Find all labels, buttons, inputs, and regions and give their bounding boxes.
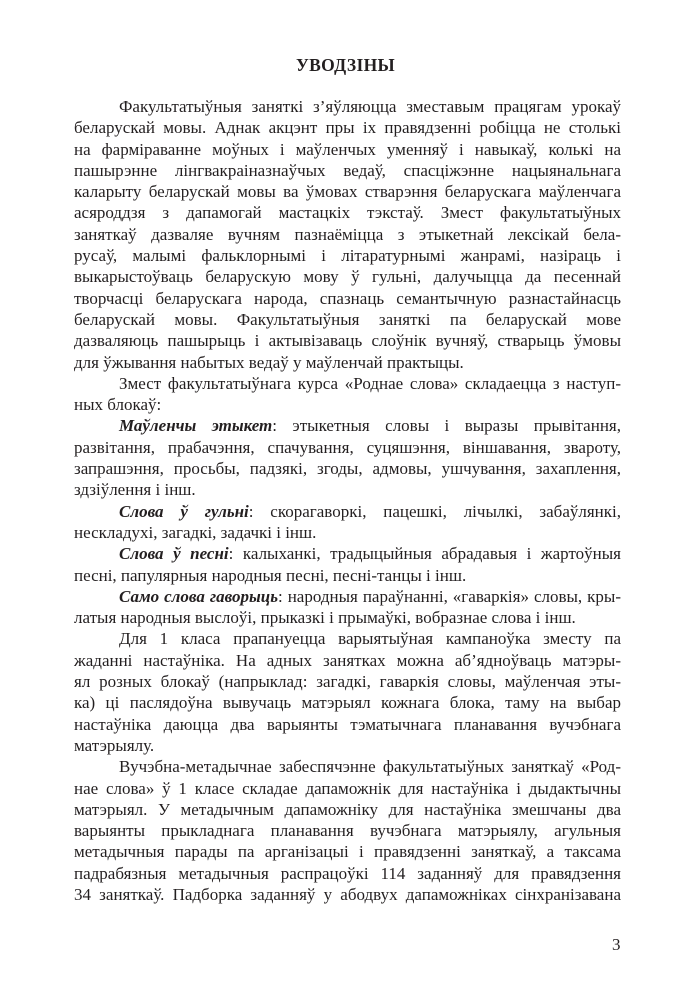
text-line (74, 628, 621, 649)
section-lead: Слова ў песні (119, 544, 229, 564)
line-text: заняткаў дазваляе вучням пазнаёміцца з этыкетнай лексікай белa- (74, 224, 621, 244)
paragraph (74, 543, 621, 586)
line-text: нескладухі, загадкі, задачкі і інш. (74, 522, 317, 542)
paragraph (74, 501, 621, 544)
line-text: Факультатыўныя заняткі з’яўляюцца зместавым працягам урокаў (119, 97, 621, 116)
text-line (74, 437, 621, 458)
line-text: ных блокаў: (74, 395, 162, 415)
text-line (74, 309, 621, 330)
line-text: варыянты прыкладнага планавання вучэбнага матэрыялу, агульныя (74, 821, 621, 841)
line-text: песні, папулярныя народныя песні, песні-танцы і інш. (74, 565, 467, 585)
text-line (74, 224, 621, 245)
line-text: нае слова» ў 1 класе складае дапаможнік для настаўніка і дыдактычны (74, 778, 621, 798)
text-line (74, 522, 621, 543)
text-line (74, 799, 621, 820)
line-text: : народныя параўнанні, «гаваркія» словы, кры- (277, 586, 621, 606)
text-line (74, 394, 621, 415)
text-line (74, 373, 621, 394)
paragraph (74, 415, 621, 500)
line-text: творчасці беларускага народа, спазнаць семантычную разнастайнасць (74, 288, 621, 308)
line-text: Змест факультатыўнага курса «Роднае слова» складаецца з наступ- (119, 373, 621, 393)
document-body (74, 96, 621, 905)
text-line (74, 692, 621, 713)
text-line (74, 820, 621, 841)
text-line (74, 735, 621, 756)
text-line (74, 756, 621, 777)
section-lead: Слова ў гульні (119, 501, 249, 521)
line-text: беларускай мовы. Факультатыўныя заняткі па беларускай мове (74, 309, 621, 329)
line-text: жаданні настаўніка. На адных занятках можна аб’ядноўваць матэры- (74, 650, 621, 670)
line-text: на фарміраванне моўных і маўленчых уменняў і навыкаў, колькі на (74, 139, 621, 159)
line-text: : калыханкі, традыцыйныя абрадавыя і жартоўныя (228, 544, 621, 564)
line-text: падрабязныя метадычныя распрацоўкі 114 заданняў для правядзення (74, 863, 621, 883)
text-line (74, 458, 621, 479)
line-text: запрашэння, просьбы, падзякі, згоды, адмовы, ушчування, захаплення, (74, 459, 621, 479)
text-line (74, 202, 621, 223)
line-text: латыя народныя выслоўі, прыказкі і прымаўкі, вобразнае слова і інш. (74, 608, 576, 628)
line-text: : скорагаворкі, пацешкі, лічылкі, забаўлянкі, (248, 501, 621, 521)
paragraph (74, 373, 621, 416)
line-text: 34 заняткаў. Падборка заданняў у абодвух дапаможніках сінхранізавана (74, 884, 621, 904)
text-line (74, 479, 621, 500)
text-line (74, 415, 621, 436)
text-line (74, 778, 621, 799)
text-line (74, 841, 621, 862)
line-text: пашырэнне лінгвакраіназнаўчых ведаў, спасціжэнне нацыянальнага (74, 160, 621, 180)
text-line (74, 330, 621, 351)
text-line (74, 714, 621, 735)
line-text: : этыкетныя словы і выразы прывітання, (272, 416, 621, 436)
text-line (74, 160, 621, 181)
line-text: дазваляюць пашырыць і актывізаваць слоўнік вучняў, стварыць ўмовы (74, 331, 621, 351)
line-text: развітання, прабачэння, спачування, суцяшэння, віншавання, звароту, (74, 437, 621, 457)
paragraph (74, 628, 621, 756)
line-text: выкарыстоўваць беларускую мову ў гульні, далучыцца да песеннай (74, 267, 621, 287)
text-line (74, 352, 621, 373)
paragraph (74, 756, 621, 905)
line-text: матэрыял. У метадычным дапаможніку для настаўніка змешчаны два (74, 799, 621, 819)
text-line (74, 117, 621, 138)
line-text: русаў, малымі фальклорнымі і літаратурнымі жанрамі, назіраць і (74, 246, 621, 266)
text-line (74, 543, 621, 564)
text-line (74, 863, 621, 884)
paragraph (74, 96, 621, 373)
line-text: Для 1 класа прапануецца варыятыўная кампаноўка зместу па (119, 629, 621, 649)
line-text: метадычныя парады па арганізацыі і правядзенні заняткаў, а таксама (74, 842, 621, 862)
page-title: УВОДЗІНЫ (296, 55, 395, 75)
section-lead: Само слова гаворыць (119, 586, 278, 606)
text-line (74, 650, 621, 671)
paragraph (74, 586, 621, 629)
line-text: ял розных блокаў (напрыклад: загадкі, гаваркія словы, маўленчая эты- (74, 672, 621, 692)
text-line (74, 884, 621, 905)
text-line (74, 266, 621, 287)
line-text: каларыту беларускай мовы ва ўмовах стварэння беларускага маўленчага (74, 182, 621, 202)
line-text: матэрыялу. (74, 735, 155, 755)
text-line (74, 96, 621, 117)
text-line (74, 139, 621, 160)
line-text: беларускай мовы. Аднак акцэнт пры іх правядзенні робіцца не столькі (74, 118, 621, 138)
text-line (74, 181, 621, 202)
text-line (74, 245, 621, 266)
text-line (74, 288, 621, 309)
text-line (74, 671, 621, 692)
line-text: для ўжывання набытых ведаў у маўленчай практыцы. (74, 352, 464, 372)
line-text: Вучэбна-метадычнае забеспячэнне факультатыўных заняткаў «Род- (119, 757, 621, 777)
line-text: настаўніка даюцца два варыянты тэматычнага планавання вучэбнага (74, 714, 621, 734)
page-number: 3 (612, 935, 621, 954)
line-text: ка) ці паслядоўна вывучаць матэрыял кожнага блока, таму на выбар (74, 693, 621, 713)
text-line (74, 607, 621, 628)
line-text: здзіўлення і інш. (74, 480, 196, 500)
text-line (74, 586, 621, 607)
text-line (74, 565, 621, 586)
section-lead: Маўленчы этыкет (119, 416, 273, 436)
text-line (74, 501, 621, 522)
line-text: асяроддзя з дапамогай мастацкіх тэкстаў. Змест факультатыўных (74, 203, 621, 223)
